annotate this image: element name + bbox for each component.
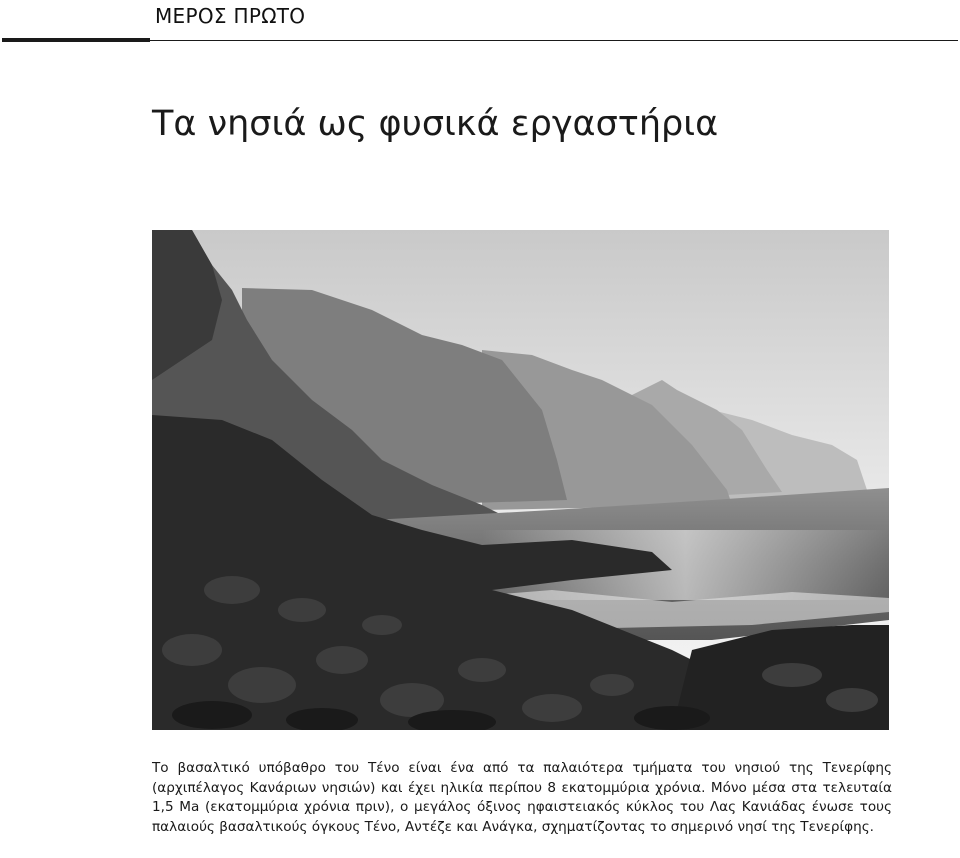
chapter-title: Τα νησιά ως φυσικά εργαστήρια — [152, 104, 719, 144]
header-rule-thin — [150, 40, 958, 41]
coastline-photo — [152, 230, 889, 730]
header-rule-thick — [2, 38, 150, 42]
coastline-photo-illustration — [152, 230, 889, 730]
figure-caption: Το βασαλτικό υπόβαθρο του Τένο είναι ένα από τα παλαιότερα τμήματα του νησιού της Τενερίφης (αρχιπέλαγος Κανάριων νησιών) και έχει ηλικία περίπου 8 εκατομμύρια χρόνια. Μόνο μέσα στα τελευταία 1,5 Ma (εκατομμύρια χρόνια πριν), ο μεγάλος όξινος ηφαιστειακός κύκλος του Λας Κανιάδας ένωσε τους παλαιούς βασαλτικούς όγκους Τένο, Αντέζε και Ανάγκα, σχηματίζοντας το σημερινό νησί της Τενερίφης. — [152, 760, 892, 835]
part-label: ΜΕΡΟΣ ΠΡΩΤΟ — [155, 4, 306, 28]
